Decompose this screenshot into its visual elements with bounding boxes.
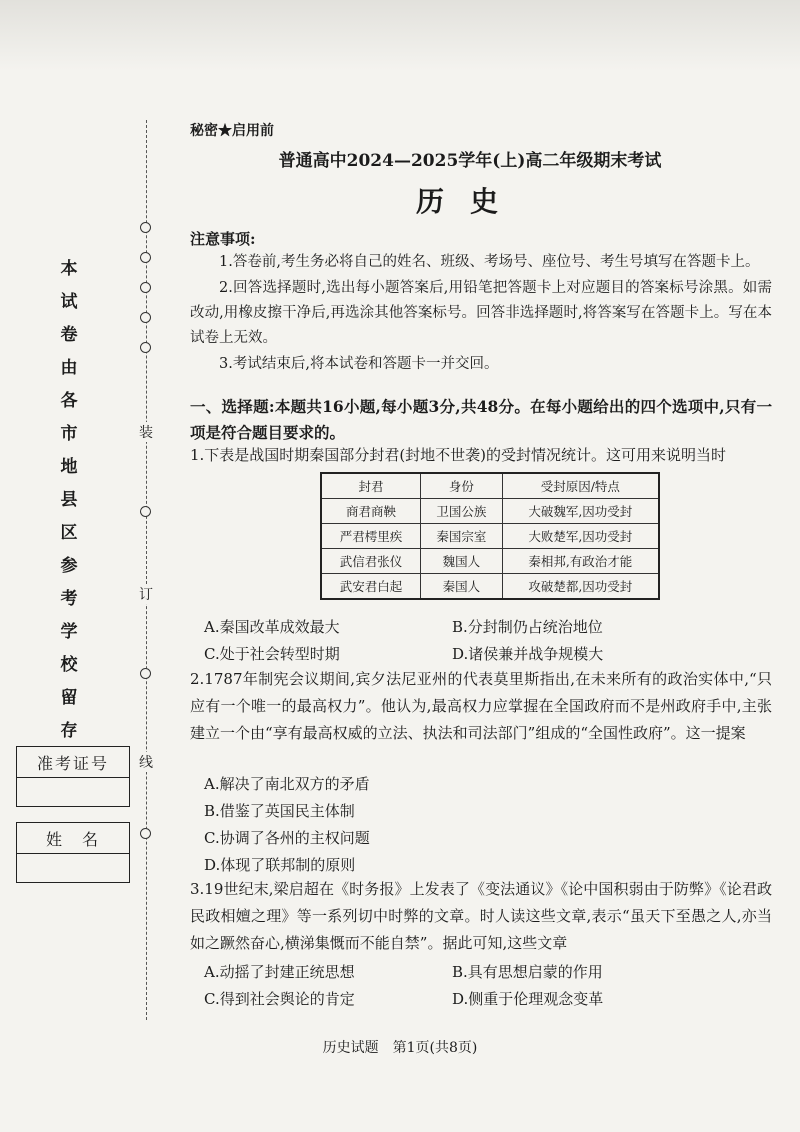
table-header: 身份	[421, 473, 503, 499]
question-1-option-a[interactable]: A.秦国改革成效最大	[204, 618, 340, 636]
secret-label: 秘密★启用前	[190, 123, 274, 139]
table-cell: 大破魏军,因功受封	[502, 499, 659, 524]
question-1-option-b[interactable]: B.分封制仍占统治地位	[452, 618, 603, 636]
question-1-option-c[interactable]: C.处于社会转型时期	[204, 645, 340, 663]
question-3-option-c[interactable]: C.得到社会舆论的肯定	[204, 990, 355, 1008]
question-3-option-b[interactable]: B.具有思想启蒙的作用	[452, 963, 603, 981]
subject-title: 历史	[415, 185, 524, 218]
binding-char-ding: 订	[139, 584, 153, 604]
question-2-option-a[interactable]: A.解决了南北双方的矛盾	[204, 775, 370, 793]
binding-hole-icon	[140, 668, 151, 679]
binding-hole-icon	[140, 312, 151, 323]
question-1-table	[320, 472, 660, 600]
gutter-char: 本	[60, 259, 78, 279]
gutter-char: 卷	[60, 325, 78, 345]
question-1-option-d[interactable]: D.诸侯兼并战争规模大	[452, 645, 604, 663]
gutter-char: 校	[60, 655, 78, 675]
table-row	[321, 574, 659, 600]
table-cell: 大败楚军,因功受封	[502, 524, 659, 549]
name-label: 姓 名	[17, 823, 129, 854]
question-3-stem: 3.19世纪末,梁启超在《时务报》上发表了《变法通议》《论中国积弱由于防弊》《论君政民政相嬗之理》等一系列切中时弊的文章。时人读这些文章,表示“虽天下至愚之人,亦当如之蹶然奋心,横涕集慨而不能自禁”。据此可知,这些文章	[190, 880, 772, 952]
table-row	[321, 524, 659, 549]
binding-hole-icon	[140, 342, 151, 353]
table-row	[321, 499, 659, 524]
exam-id-blank[interactable]	[17, 778, 129, 806]
binding-char-xian: 线	[139, 752, 153, 772]
gutter-char: 学	[60, 622, 78, 642]
gutter-char: 参	[60, 556, 78, 576]
table-cell: 严君樗里疾	[321, 524, 421, 549]
table-row	[321, 549, 659, 574]
table-header-row	[321, 473, 659, 499]
table-header: 受封原因/特点	[502, 473, 659, 499]
binding-hole-icon	[140, 252, 151, 263]
gutter-char: 地	[60, 457, 78, 477]
gutter-char: 由	[60, 358, 78, 378]
notice-item: 3.考试结束后,将本试卷和答题卡一并交回。	[219, 356, 499, 372]
binding-hole-icon	[140, 222, 151, 233]
exam-id-box	[16, 746, 130, 807]
table-cell: 攻破楚都,因功受封	[502, 574, 659, 600]
notice-item: 1.答卷前,考生务必将自己的姓名、班级、考场号、座位号、考生号填写在答题卡上。	[219, 254, 760, 270]
scan-shadow	[0, 0, 800, 70]
question-2-option-c[interactable]: C.协调了各州的主权问题	[204, 829, 370, 847]
table-cell: 秦国宗室	[421, 524, 503, 549]
table-cell: 卫国公族	[421, 499, 503, 524]
gutter-char: 考	[60, 589, 78, 609]
table-cell: 武安君白起	[321, 574, 421, 600]
notice-heading: 注意事项:	[190, 230, 256, 248]
table-cell: 武信君张仪	[321, 549, 421, 574]
binding-char-zhuang: 装	[139, 422, 153, 442]
gutter-char: 区	[60, 523, 78, 543]
gutter-char: 存	[60, 721, 78, 741]
table-cell: 秦国人	[421, 574, 503, 600]
table-cell: 商君商鞅	[321, 499, 421, 524]
table-cell: 秦相邦,有政治才能	[502, 549, 659, 574]
gutter-char: 各	[60, 391, 78, 411]
question-2-option-d[interactable]: D.体现了联邦制的原则	[204, 856, 356, 874]
name-blank[interactable]	[17, 854, 129, 882]
binding-hole-icon	[140, 828, 151, 839]
table-cell: 魏国人	[421, 549, 503, 574]
page-footer: 历史试题 第1页(共8页)	[322, 1040, 478, 1056]
notice-item: 2.回答选择题时,选出每小题答案后,用铅笔把答题卡上对应题目的答案标号涂黑。如需改动,用橡皮擦干净后,再选涂其他答案标号。回答非选择题时,将答案写在答题卡上。写在本试卷上无效。	[190, 280, 772, 346]
binding-hole-icon	[140, 282, 151, 293]
exam-id-label: 准考证号	[17, 747, 129, 778]
question-2-option-b[interactable]: B.借鉴了英国民主体制	[204, 802, 355, 820]
exam-title: 普通高中2024—2025学年(上)高二年级期末考试	[278, 151, 662, 171]
gutter-char: 市	[60, 424, 78, 444]
section-heading: 一、选择题:本题共16小题,每小题3分,共48分。在每小题给出的四个选项中,只有一项是符合题目要求的。	[190, 397, 772, 442]
table-header: 封君	[321, 473, 421, 499]
binding-hole-icon	[140, 506, 151, 517]
gutter-char: 留	[60, 688, 78, 708]
question-3-option-d[interactable]: D.侧重于伦理观念变革	[452, 990, 604, 1008]
gutter-char: 试	[60, 292, 78, 312]
question-1-stem: 1.下表是战国时期秦国部分封君(封地不世袭)的受封情况统计。这可用来说明当时	[190, 446, 727, 464]
question-3-option-a[interactable]: A.动摇了封建正统思想	[204, 963, 355, 981]
question-2-stem: 2.1787年制宪会议期间,宾夕法尼亚州的代表莫里斯指出,在未来所有的政治实体中,“只应有一个唯一的最高权力”。他认为,最高权力应掌握在全国政府而不是州政府手中,主张建立一个由“享有最高权威的立法、执法和司法部门”组成的“全国性政府”。这一提案	[190, 670, 772, 742]
name-box	[16, 822, 130, 883]
gutter-char: 县	[60, 490, 78, 510]
